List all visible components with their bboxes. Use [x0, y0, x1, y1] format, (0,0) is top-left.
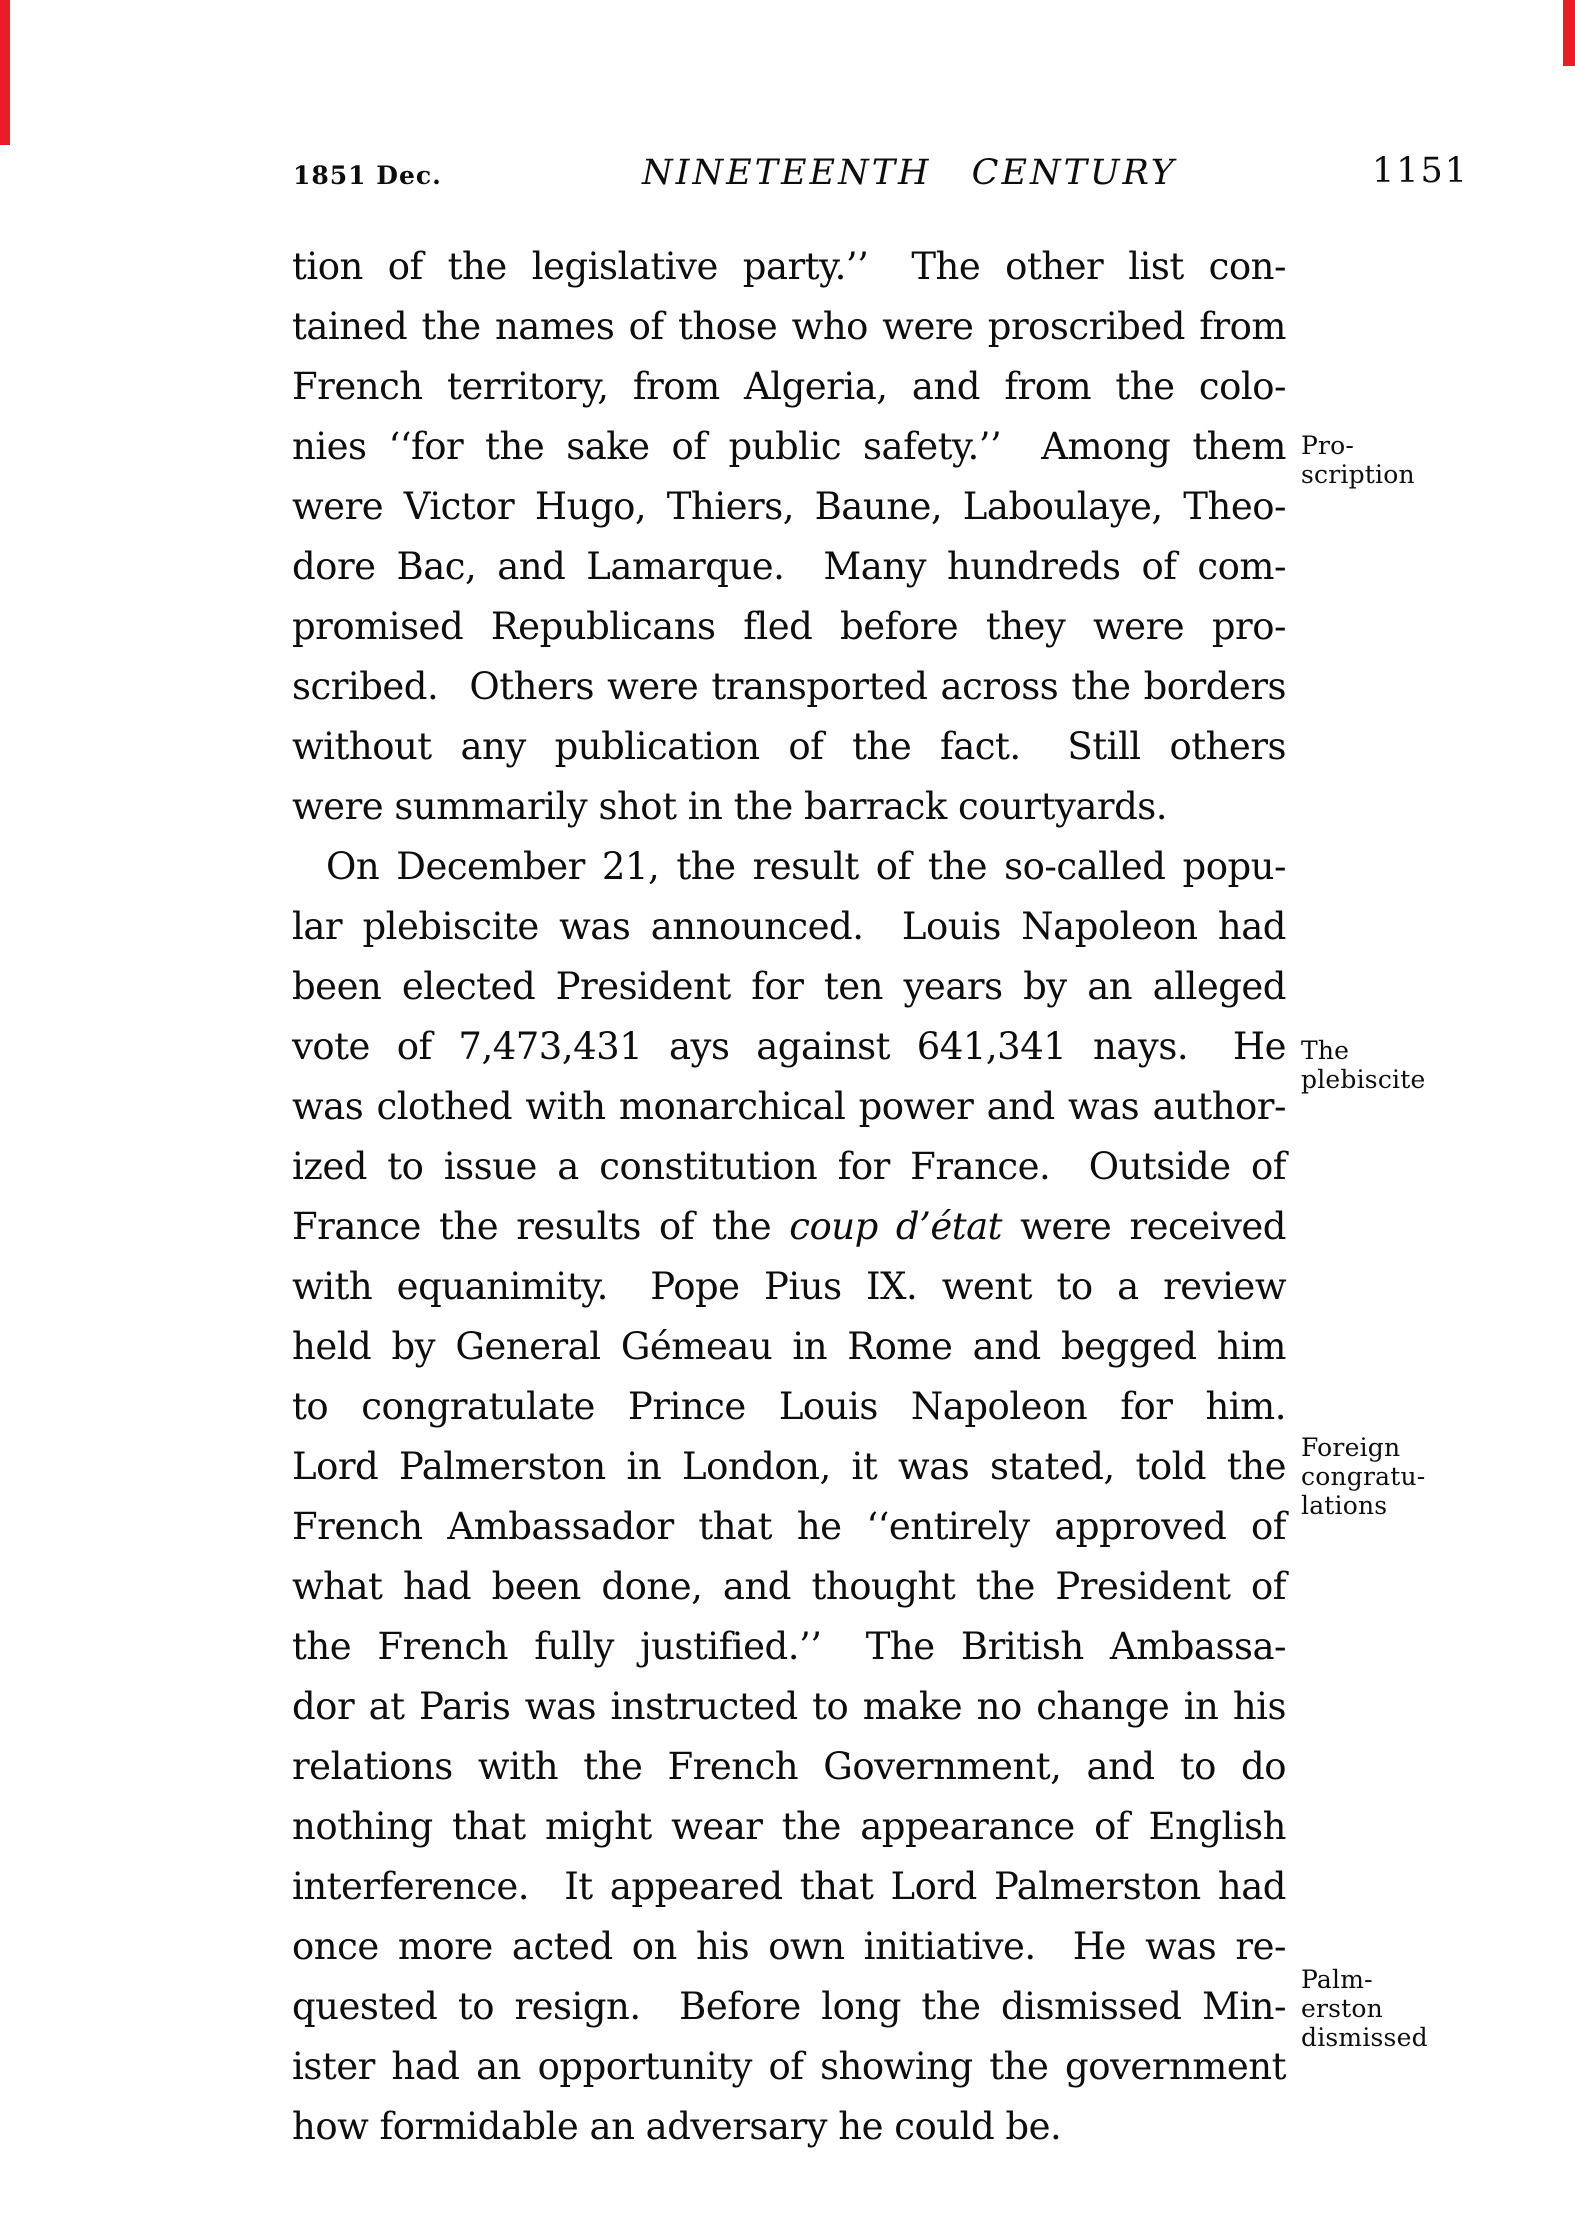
sidenote-line: scription: [1301, 460, 1415, 489]
body-line: nies ‘‘for the sake of public safety.’’ Among them: [292, 425, 1286, 468]
body-line: been elected President for ten years by an alleged: [292, 965, 1286, 1008]
body-line: the French fully justified.’’ The British Ambassa-: [292, 1625, 1286, 1668]
body-line: promised Republicans fled before they were pro-: [292, 605, 1286, 648]
body-line: how formidable an adversary he could be.: [292, 2105, 1062, 2148]
sidenote-line: dismissed: [1301, 2023, 1428, 2052]
body-line: lar plebiscite was announced. Louis Napoleon had: [292, 905, 1286, 948]
body-line: ister had an opportunity of showing the government: [292, 2045, 1286, 2088]
sidenote-foreign-congratulations: [1301, 1433, 1561, 1520]
body-line: Lord Palmerston in London, it was stated, told the: [292, 1445, 1286, 1488]
body-line: without any publication of the fact. Still others: [292, 725, 1286, 768]
sidenote-line: Foreign: [1301, 1433, 1401, 1462]
sidenote-plebiscite: [1301, 1036, 1561, 1094]
header-title: NINETEENTH CENTURY: [642, 153, 1177, 193]
body-line: French territory, from Algeria, and from the colo-: [292, 365, 1286, 408]
sidenote-palmerston-dismissed: [1301, 1965, 1561, 2052]
sidenote-line: erston: [1301, 1994, 1383, 2023]
body-line: tion of the legislative party.’’ The other list con-: [292, 245, 1286, 288]
sidenote-line: congratu-: [1301, 1462, 1426, 1491]
body-line: were Victor Hugo, Thiers, Baune, Laboulaye, Theo-: [292, 485, 1286, 528]
body-line: quested to resign. Before long the dismissed Min-: [292, 1985, 1286, 2028]
body-line: France the results of the coup d’état were received: [292, 1205, 1286, 1248]
body-line: was clothed with monarchical power and was author-: [292, 1085, 1286, 1128]
body-line: to congratulate Prince Louis Napoleon for him.: [292, 1385, 1286, 1428]
header-date: 1851 Dec.: [293, 161, 442, 190]
sidenote-line: Pro-: [1301, 431, 1355, 460]
body-line: with equanimity. Pope Pius IX. went to a review: [292, 1265, 1286, 1308]
body-line: dore Bac, and Lamarque. Many hundreds of com-: [292, 545, 1286, 588]
sidenote-line: Palm-: [1301, 1965, 1373, 1994]
body-text: [292, 237, 1286, 2157]
header-page-number: 1151: [1372, 151, 1470, 191]
scan-artifact-red-right: [1563, 0, 1575, 66]
body-line: held by General Gémeau in Rome and begged him: [292, 1325, 1286, 1368]
body-line: French Ambassador that he ‘‘entirely approved of: [292, 1505, 1286, 1548]
body-line: were summarily shot in the barrack courtyards.: [292, 785, 1168, 828]
sidenote-proscription: [1301, 431, 1561, 489]
body-line: tained the names of those who were proscribed from: [292, 305, 1286, 348]
body-line: what had been done, and thought the President of: [292, 1565, 1286, 1608]
body-line: scribed. Others were transported across the borders: [292, 665, 1286, 708]
scan-artifact-red-left: [0, 0, 10, 145]
sidenote-line: lations: [1301, 1491, 1388, 1520]
body-line: dor at Paris was instructed to make no change in his: [292, 1685, 1286, 1728]
body-line: nothing that might wear the appearance of English: [292, 1805, 1286, 1848]
body-line: relations with the French Government, and to do: [292, 1745, 1286, 1788]
sidenote-line: The: [1301, 1036, 1350, 1065]
body-line: once more acted on his own initiative. He was re-: [292, 1925, 1286, 1968]
body-line: On December 21, the result of the so-called popu-: [326, 845, 1286, 888]
body-line: ized to issue a constitution for France. Outside of: [292, 1145, 1286, 1188]
body-line: interference. It appeared that Lord Palmerston had: [292, 1865, 1286, 1908]
body-line: vote of 7,473,431 ays against 641,341 nays. He: [292, 1025, 1286, 1068]
sidenote-line: plebiscite: [1301, 1065, 1426, 1094]
